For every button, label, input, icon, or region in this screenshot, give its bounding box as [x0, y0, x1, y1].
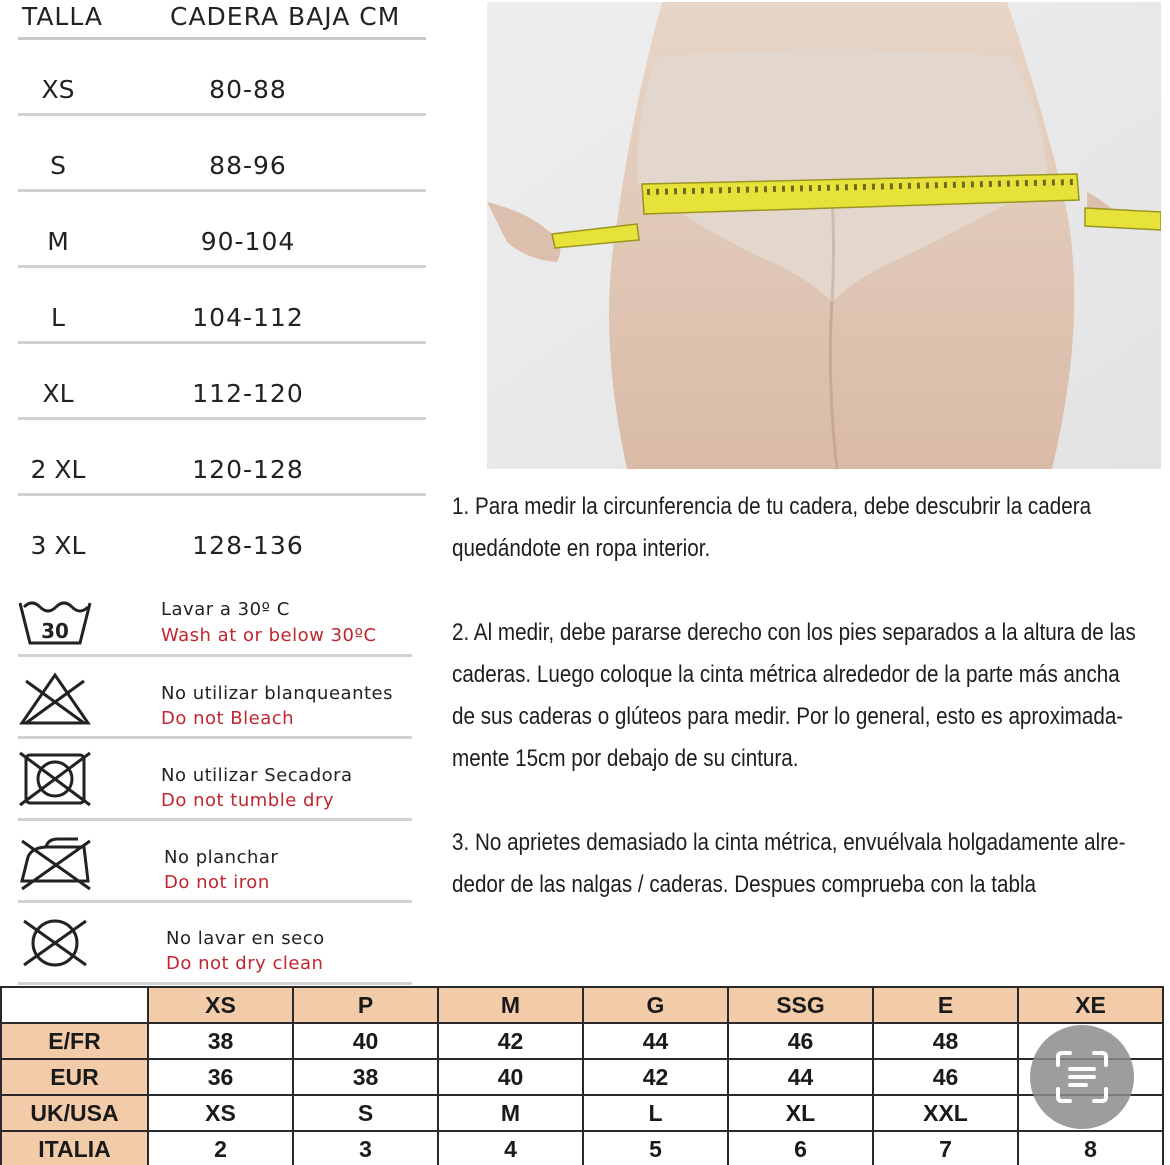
- column-header: E: [873, 987, 1018, 1023]
- no-dry-clean-icon: [18, 915, 92, 971]
- row-header: UK/USA: [1, 1095, 148, 1131]
- conversion-row: [1, 1023, 1163, 1059]
- column-header: G: [583, 987, 728, 1023]
- size-table-header: [18, 0, 426, 40]
- row-header: EUR: [1, 1059, 148, 1095]
- table-cell: 44: [728, 1059, 873, 1095]
- wash-temperature: 30: [41, 619, 69, 643]
- size-column-header: TALLA: [22, 2, 103, 31]
- hip-range: 90-104: [200, 227, 296, 256]
- table-cell: 40: [293, 1023, 438, 1059]
- table-cell: 42: [583, 1059, 728, 1095]
- instruction-step-2: [452, 612, 1136, 780]
- column-header: M: [438, 987, 583, 1023]
- hip-measurement-photo: [487, 2, 1161, 469]
- instruction-step-1: [452, 486, 1092, 570]
- size-row: [18, 192, 426, 268]
- conversion-row: [1, 1059, 1163, 1095]
- row-header: E/FR: [1, 1023, 148, 1059]
- hip-column-header: CADERA BAJA CM: [170, 2, 401, 31]
- care-row-dry-clean: [18, 903, 412, 985]
- table-cell: 46: [873, 1059, 1018, 1095]
- size-row: [18, 344, 426, 420]
- instruction-line: mente 15cm por debajo de su cintura.: [452, 745, 799, 772]
- care-text-en: Do not Bleach: [161, 708, 295, 729]
- instruction-line: de sus caderas o glúteos para medir. Por lo general, esto es aproximada-: [452, 703, 1124, 730]
- table-cell: 48: [873, 1023, 1018, 1059]
- table-cell: 5: [583, 1131, 728, 1165]
- table-cell: 8: [1018, 1131, 1163, 1165]
- care-text-es: No utilizar blanqueantes: [161, 683, 393, 704]
- table-cell: 44: [583, 1023, 728, 1059]
- instruction-line: dedor de las nalgas / caderas. Despues comprueba con la tabla: [452, 871, 1037, 898]
- care-text-es: Lavar a 30º C: [161, 599, 290, 620]
- table-cell: 7: [873, 1131, 1018, 1165]
- table-cell: 36: [148, 1059, 293, 1095]
- table-cell: 38: [148, 1023, 293, 1059]
- no-bleach-icon: [18, 671, 92, 727]
- size-label: XL: [42, 379, 74, 408]
- care-text-en: Do not dry clean: [166, 953, 324, 974]
- size-label: XS: [41, 75, 75, 104]
- column-header: XE: [1018, 987, 1163, 1023]
- instruction-line: 2. Al medir, debe pararse derecho con los pies separados a la altura de las: [452, 619, 1136, 646]
- table-cell: XS: [148, 1095, 293, 1131]
- row-header: ITALIA: [1, 1131, 148, 1165]
- hip-range: 88-96: [209, 151, 287, 180]
- table-cell: 2: [148, 1131, 293, 1165]
- instruction-line: caderas. Luego coloque la cinta métrica alrededor de la parte más ancha: [452, 661, 1120, 688]
- size-row: [18, 420, 426, 496]
- table-cell: XXL: [873, 1095, 1018, 1131]
- column-header: XS: [148, 987, 293, 1023]
- size-conversion-table: [0, 986, 1164, 1165]
- size-label: 3 XL: [30, 531, 86, 560]
- table-cell: 6: [728, 1131, 873, 1165]
- size-label: M: [47, 227, 69, 256]
- care-text-es: No planchar: [164, 847, 279, 868]
- text-scan-icon: [1054, 1049, 1110, 1105]
- care-row-wash: [18, 575, 412, 657]
- care-text-es: No utilizar Secadora: [161, 765, 353, 786]
- table-cell: S: [293, 1095, 438, 1131]
- hip-range: 120-128: [192, 455, 304, 484]
- column-header: P: [293, 987, 438, 1023]
- hip-range: 128-136: [192, 531, 304, 560]
- size-row: [18, 40, 426, 116]
- conversion-header-row: [1, 987, 1163, 1023]
- instruction-line: 3. No aprietes demasiado la cinta métrica, envuélvala holgadamente alre-: [452, 829, 1126, 856]
- hip-range: 104-112: [192, 303, 304, 332]
- conversion-row: [1, 1095, 1163, 1131]
- wash-30-icon: [18, 595, 92, 651]
- care-row-tumble: [18, 739, 412, 821]
- table-cell: XL: [728, 1095, 873, 1131]
- size-label: 2 XL: [30, 455, 86, 484]
- hip-range: 112-120: [192, 379, 304, 408]
- instruction-step-3: [452, 822, 1126, 906]
- table-cell: 40: [438, 1059, 583, 1095]
- size-row: [18, 268, 426, 344]
- care-row-bleach: [18, 657, 412, 739]
- table-cell: 42: [438, 1023, 583, 1059]
- size-row: [18, 116, 426, 192]
- no-iron-icon: [18, 835, 92, 891]
- care-row-iron: [18, 821, 412, 903]
- text-scan-button[interactable]: [1030, 1025, 1134, 1129]
- care-text-en: Do not tumble dry: [161, 790, 334, 811]
- table-cell: 4: [438, 1131, 583, 1165]
- corner-cell: [1, 987, 148, 1023]
- instruction-line: quedándote en ropa interior.: [452, 535, 711, 562]
- size-label: L: [51, 303, 65, 332]
- conversion-row: [1, 1131, 1163, 1165]
- no-tumble-dry-icon: [18, 751, 92, 807]
- hip-range: 80-88: [209, 75, 287, 104]
- table-cell: 3: [293, 1131, 438, 1165]
- size-row: [18, 496, 426, 572]
- column-header: SSG: [728, 987, 873, 1023]
- table-cell: 46: [728, 1023, 873, 1059]
- table-cell: M: [438, 1095, 583, 1131]
- table-cell: L: [583, 1095, 728, 1131]
- table-cell: 38: [293, 1059, 438, 1095]
- care-text-en: Wash at or below 30ºC: [161, 625, 377, 646]
- care-text-es: No lavar en seco: [166, 928, 325, 949]
- size-label: S: [50, 151, 66, 180]
- care-text-en: Do not iron: [164, 872, 270, 893]
- instruction-line: 1. Para medir la circunferencia de tu cadera, debe descubrir la cadera: [452, 493, 1092, 520]
